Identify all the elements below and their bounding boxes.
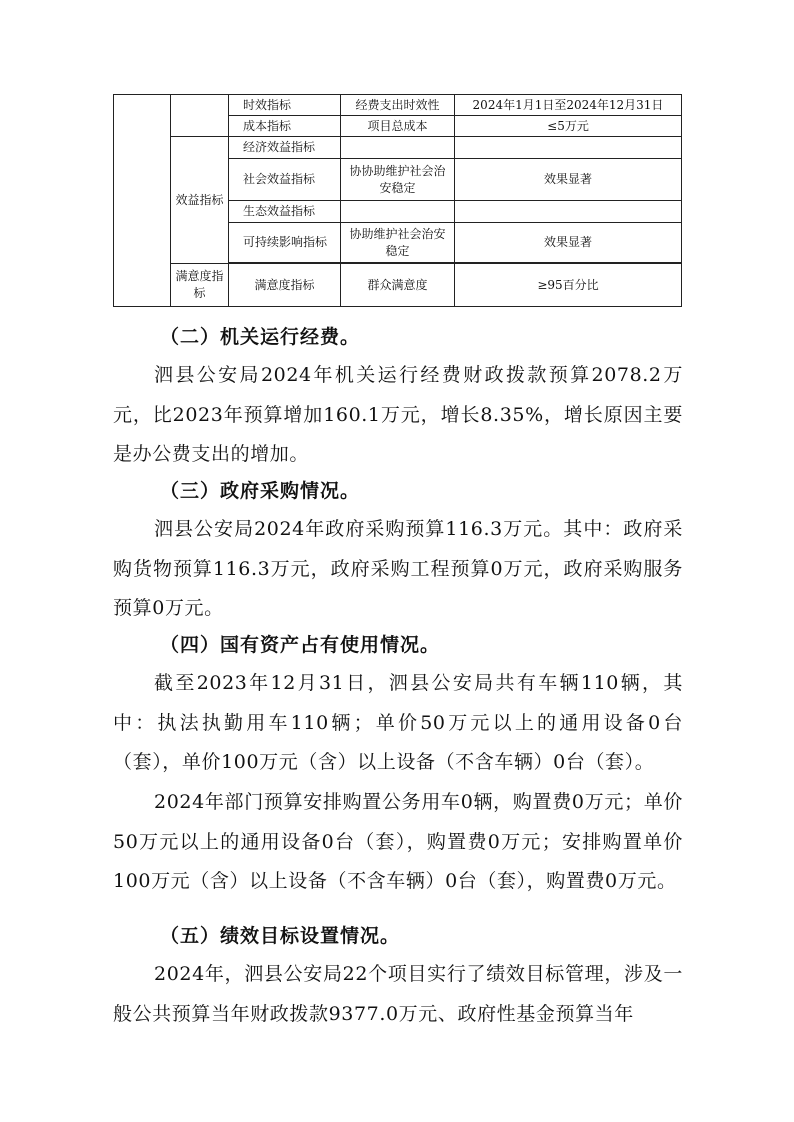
table-cell: 2024年1月1日至2024年12月31日: [455, 95, 682, 116]
paragraph: 2024年部门预算安排购置公务用车0辆，购置费0万元；单价50万元以上的通用设备0台（套），购置费0万元；安排购置单价100万元（含）以上设备（不含车辆）0台（套），购置费0万元。: [113, 791, 683, 892]
table-cell: 时效指标: [229, 95, 341, 116]
table-cell: 可持续影响指标: [229, 223, 341, 263]
table-cell: 成本指标: [229, 116, 341, 137]
table-cell: 项目总成本: [341, 116, 455, 137]
table-cell: 群众满意度: [341, 264, 455, 307]
section-heading: （三）政府采购情况。: [160, 480, 361, 502]
table-cell: ≥95百分比: [455, 264, 682, 307]
table-cell: 满意度指标: [229, 264, 341, 307]
paragraph: 2024年，泗县公安局22个项目实行了绩效目标管理，涉及一般公共预算当年财政拨款9377.0万元、政府性基金预算当年: [113, 963, 683, 1025]
table-cell: 效果显著: [455, 223, 682, 263]
table-cell: [341, 137, 455, 159]
table-cell: 经济效益指标: [229, 137, 341, 159]
table-cell: 社会效益指标: [229, 159, 341, 201]
table-cell: 生态效益指标: [229, 201, 341, 223]
table-cell: [455, 137, 682, 159]
table-cell-level1-empty: [114, 95, 171, 307]
table-row: [114, 137, 682, 159]
table-cell-group: 效益指标: [171, 137, 229, 264]
table-cell: ≤5万元: [455, 116, 682, 137]
paragraph: 截至2023年12月31日，泗县公安局共有车辆110辆，其中：执法执勤用车110辆；单价50万元以上的通用设备0台（套），单价100万元（含）以上设备（不含车辆）0台（套）。: [113, 672, 683, 773]
table-cell: [341, 201, 455, 223]
table-cell-level2-empty: [171, 95, 229, 137]
table-cell: 协助维护社会治安稳定: [341, 223, 455, 263]
table-cell: 经费支出时效性: [341, 95, 455, 116]
table-cell: [455, 201, 682, 223]
paragraph: 泗县公安局2024年政府采购预算116.3万元。其中：政府采购货物预算116.3万元，政府采购工程预算0万元，政府采购服务预算0万元。: [113, 518, 683, 619]
section-heading: （四）国有资产占有使用情况。: [160, 634, 441, 656]
performance-indicator-table: [113, 94, 682, 307]
paragraph: 泗县公安局2024年机关运行经费财政拨款预算2078.2万元，比2023年预算增加160.1万元，增长8.35%，增长原因主要是办公费支出的增加。: [113, 364, 683, 465]
section-heading: （二）机关运行经费。: [160, 326, 361, 348]
table-cell: 协协助维护社会治安稳定: [341, 159, 455, 201]
table-cell-group: 满意度指标: [171, 264, 229, 307]
table-row: [114, 264, 682, 307]
section-heading: （五）绩效目标设置情况。: [160, 925, 401, 947]
table-row: [114, 95, 682, 116]
table-cell: 效果显著: [455, 159, 682, 201]
